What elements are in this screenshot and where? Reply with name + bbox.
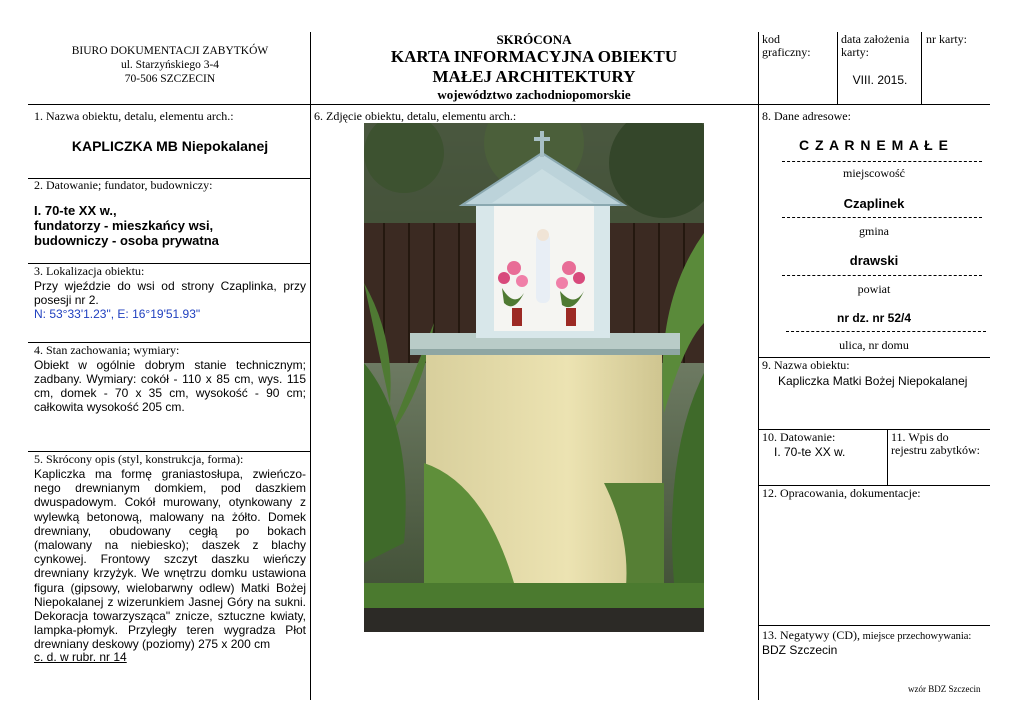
object-full-name: Kapliczka Matki Bożej Niepokalanej [778,374,968,388]
commune-caption: gmina [859,224,889,238]
office-city: 70-506 SZCZECIN [124,73,216,85]
sec10-label: 10. Datowanie: [762,430,836,444]
town-caption: miejscowość [843,166,905,180]
description-value: Kapliczka ma formę graniastosłupa, zwieńczo-nego drewnianym domkiem, pod daszkiem dwuspadowym. Cokół murowany, otynkowany z wylewką betonową, malowany na żółto. Domek drewniany, obudowany cegłą po bokach (malowany na niebiesko); daszek z blachy cynkowej. Frontowy szczyt daszku wieńczy drewniany krzyżyk. We wnętrzu domku ustawiona figura (gipsowy, wielobarwny odlew) Matki Bożej Niepokalanej z wizerunkiem Jasnej Góry na sukni. Dekoracja towarzysząca" znicze, sztuczne kwiaty, lampka-płomyk. Przyległy teren wygradza Płot drewniany deskowy (poziomy) 275 x 200 cm [34,467,306,652]
storage-value: BDZ Szczecin [762,643,838,657]
voivodeship: województwo zachodniopomorskie [437,87,631,102]
continuation-ref: c. d. w rubr. nr 14 [34,650,127,664]
title-line2: MAŁEJ ARCHITEKTURY [432,67,636,86]
dating-line: I. 70-te XX w., [34,203,117,218]
founder-line: fundatorzy - mieszkańcy wsi, [34,218,214,233]
coordinates: N: 53°33'1.23", E: 16°19'51.93" [34,307,201,321]
sec13-label-small: miejsce przechowywania: [859,631,972,642]
sec1-label: 1. Nazwa obiektu, detalu, elementu arch.: [34,109,234,123]
sec8-label: 8. Dane adresowe: [762,109,851,123]
sec13-label [762,629,971,643]
location-value: Przy wjeździe do wsi od strony Czaplinka, przy posesji nr 2. [34,279,306,307]
sec12-label: 12. Opracowania, dokumentacje: [762,486,921,500]
office-street: ul. Starzyńskiego 3-4 [120,59,220,71]
dating-value [34,203,219,248]
dating-short: I. 70-te XX w. [774,445,846,459]
title-small: SKRÓCONA [496,32,572,47]
sec13-label-main: 13. Negatywy (CD), [762,628,860,642]
shrine-photo [364,123,704,632]
county-caption: powiat [857,282,891,296]
title-line1: KARTA INFORMACYJNA OBIEKTU [390,47,678,66]
object-name: KAPLICZKA MB Niepokalanej [71,138,269,154]
sec2-label: 2. Datowanie; fundator, budowniczy: [34,178,213,192]
office-name: BIURO DOKUMENTACJI ZABYTKÓW [71,45,269,57]
office-block [30,44,310,86]
condition-value: Obiekt w ogólnie dobrym stanie technicznym; zadbany. Wymiary: cokół - 110 x 85 cm, wys. 115 cm, domek - 70 x 35 cm, wysokość - 90 cm; całkowita wysokość 205 cm. [34,358,306,414]
date-value: VIII. 2015. [852,73,908,87]
commune-value: Czaplinek [843,196,905,211]
street-caption: ulica, nr domu [839,338,909,352]
sec3-label: 3. Lokalizacja obiektu: [34,264,145,278]
sec11-label: 11. Wpis do rejestru zabytków: [891,430,980,457]
sec9-label: 9. Nazwa obiektu: [762,358,850,372]
town-value: C Z A R N E M A Ł E [799,137,949,153]
template-note: wzór BDZ Szczecin [908,684,981,694]
builder-line: budowniczy - osoba prywatna [34,233,219,248]
county-value: drawski [849,253,899,268]
sec4-label: 4. Stan zachowania; wymiary: [34,343,180,357]
form-title [312,32,756,103]
date-label: data założenia karty: [841,32,910,59]
sec5-label: 5. Skrócony opis (styl, konstrukcja, forma): [34,452,244,466]
card-number-label: nr karty: [926,32,967,46]
sec6-label: 6. Zdjęcie obiektu, detalu, elementu arch.: [314,109,517,123]
code-label: kod graficzny: [762,32,811,59]
street-value: nr dz. nr 52/4 [836,311,912,325]
